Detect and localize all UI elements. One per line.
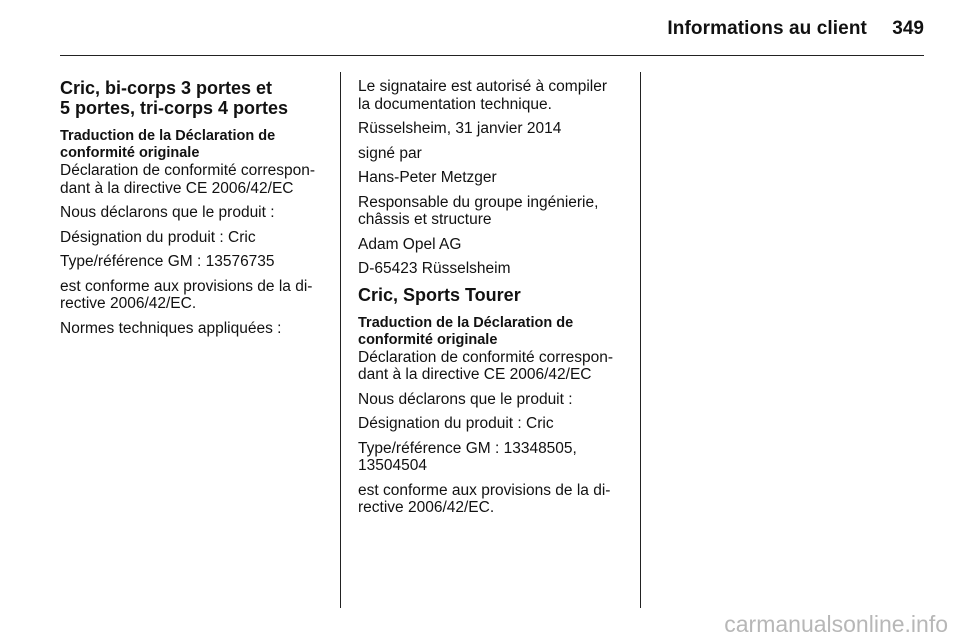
- paragraph: [60, 320, 328, 338]
- text-line: châssis et structure: [358, 211, 492, 228]
- column-1: [60, 78, 328, 354]
- text-line: Traduction de la Déclaration de: [60, 128, 276, 144]
- text-line: Déclaration de conformité correspon-: [60, 162, 316, 179]
- header-divider: [60, 55, 924, 56]
- text-line: Désignation du produit : Cric: [60, 228, 256, 246]
- text-line: est conforme aux provisions de la di-: [60, 277, 313, 295]
- paragraph: [358, 145, 638, 163]
- column-divider-1: [340, 72, 341, 608]
- paragraph: [60, 162, 328, 197]
- paragraph: [358, 78, 638, 113]
- text-line: conformité originale: [60, 145, 200, 161]
- column-divider-2: [640, 72, 641, 608]
- text-line: Normes techniques appliquées :: [60, 319, 282, 337]
- text-line: la documentation technique.: [358, 95, 552, 113]
- text-line: Hans-Peter Metzger: [358, 169, 497, 186]
- text-line: Cric, Sports Tourer: [358, 284, 521, 305]
- paragraph: [358, 194, 638, 229]
- column-2: [358, 78, 638, 524]
- text-line: dant à la directive CE 2006/42/EC: [358, 366, 592, 383]
- text-line: Type/référence GM : 13576735: [60, 253, 275, 270]
- text-line: Déclaration de conformité correspon-: [358, 348, 614, 366]
- paragraph: [358, 349, 638, 384]
- text-line: Adam Opel AG: [358, 235, 462, 253]
- text-line: Désignation du produit : Cric: [358, 415, 554, 432]
- text-line: Rüsselsheim, 31 janvier 2014: [358, 120, 562, 137]
- paragraph: [358, 120, 638, 138]
- text-line: Nous déclarons que le produit :: [60, 204, 275, 221]
- text-line: D-65423 Rüsselsheim: [358, 260, 511, 277]
- paragraph: [358, 482, 638, 517]
- paragraph: [358, 391, 638, 409]
- paragraph: [60, 229, 328, 247]
- section-subheading: [60, 128, 328, 162]
- text-line: conformité originale: [358, 331, 498, 348]
- page-number: 349: [892, 18, 924, 39]
- watermark-text: carmanualsonline.info: [724, 611, 948, 637]
- paragraph: [60, 278, 328, 313]
- text-line: Traduction de la Déclaration de: [358, 314, 574, 331]
- paragraph: [358, 169, 638, 187]
- paragraph: [358, 260, 638, 278]
- text-line: 5 portes, tri-corps 4 portes: [60, 98, 289, 118]
- paragraph-group: [358, 349, 638, 517]
- paragraph-group: [60, 162, 328, 337]
- text-line: Responsable du groupe ingénierie,: [358, 193, 599, 211]
- paragraph: [60, 204, 328, 222]
- section-heading: [60, 78, 328, 118]
- section-subheading: [358, 315, 638, 349]
- text-line: dant à la directive CE 2006/42/EC: [60, 179, 294, 197]
- paragraph: [358, 236, 638, 254]
- text-line: rective 2006/42/EC.: [358, 499, 495, 516]
- text-line: Nous déclarons que le produit :: [358, 390, 573, 408]
- paragraph: [358, 440, 638, 475]
- paragraph: [60, 253, 328, 271]
- page-header-title: Informations au client: [667, 18, 867, 39]
- text-line: signé par: [358, 144, 422, 162]
- text-line: Cric, bi-corps 3 portes et: [60, 78, 273, 98]
- text-line: 13504504: [358, 457, 427, 474]
- text-line: est conforme aux provisions de la di-: [358, 481, 611, 499]
- section-heading: [358, 285, 638, 305]
- paragraph: [358, 415, 638, 433]
- text-line: Type/référence GM : 13348505,: [358, 439, 577, 457]
- column-3: [658, 78, 926, 88]
- text-line: Le signataire est autorisé à compiler: [358, 78, 607, 95]
- text-line: rective 2006/42/EC.: [60, 295, 197, 312]
- paragraph-group: [358, 78, 638, 278]
